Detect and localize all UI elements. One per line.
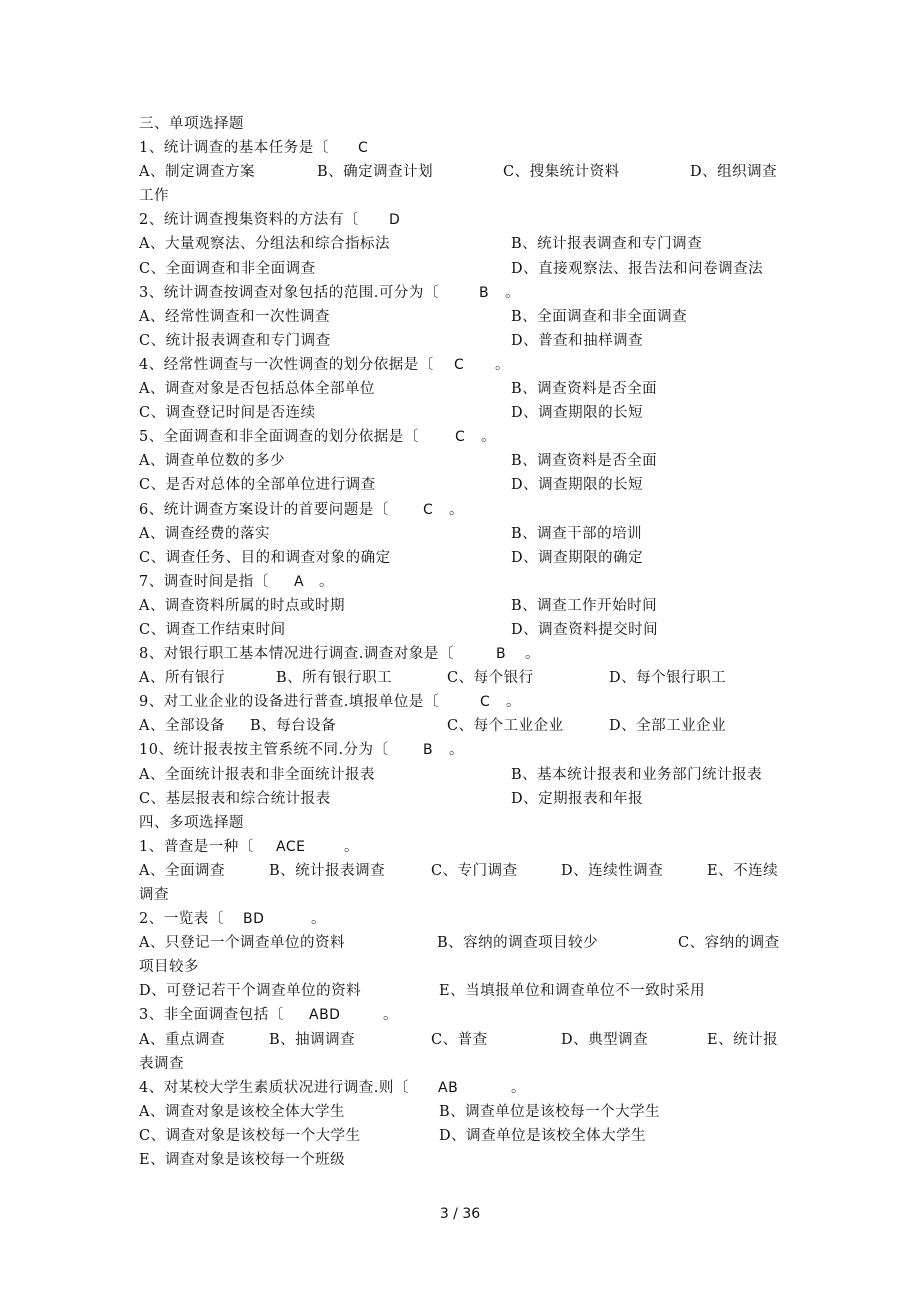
question-stem: 5、全面调查和非全面调查的划分依据是〔 C 。 xyxy=(139,425,784,449)
options-row: A、调查经费的落实 B、调查干部的培训 xyxy=(139,525,643,542)
options-row: C、全面调查和非全面调查 D、直接观察法、报告法和问卷调查法 xyxy=(139,260,764,277)
question-stem: 6、统计调查方案设计的首要问题是〔 C 。 xyxy=(139,498,784,522)
options-row: A、调查对象是该校全体大学生 B、调查单位是该校每一个大学生 xyxy=(139,1103,661,1120)
options-row: A、调查对象是否包括总体全部单位 B、调查资料是否全面 xyxy=(139,381,658,398)
options-row: C、基层报表和综合统计报表 D、定期报表和年报 xyxy=(139,790,644,807)
options-row: A、全面统计报表和非全面统计报表 B、基本统计报表和业务部门统计报表 xyxy=(139,766,763,783)
question-stem: 9、对工业企业的设备进行普查.填报单位是〔 C 。 xyxy=(139,690,784,714)
question-stem: 1、统计调查的基本任务是〔 C xyxy=(139,136,784,160)
question-stem: 2、一览表〔 BD 。 xyxy=(139,907,784,931)
options-row: A、经常性调查和一次性调查 B、全面调查和非全面调查 xyxy=(139,308,688,325)
question-stem: 4、对某校大学生素质状况进行调查.则〔 AB 。 xyxy=(139,1076,784,1100)
page-number: 3 / 36 xyxy=(439,1206,481,1222)
answer: B xyxy=(496,646,507,663)
options-row: C、调查对象是该校每一个大学生 D、调查单位是该校全体大学生 xyxy=(139,1127,647,1144)
options-row: A、只登记一个调查单位的资料 B、容纳的调查项目较少 C、容纳的调查 xyxy=(139,935,780,952)
answer: BD xyxy=(243,911,265,928)
answer: C xyxy=(454,356,465,373)
question-stem: 10、统计报表按主管系统不同.分为〔 B 。 xyxy=(139,738,784,762)
answer: C xyxy=(480,694,491,711)
question-stem: 2、统计调查搜集资料的方法有〔 D xyxy=(139,208,784,232)
answer: A xyxy=(294,573,305,590)
options-row: A、所有银行 B、所有银行职工 C、每个银行 D、每个银行职工 xyxy=(139,670,727,687)
answer: AB xyxy=(438,1079,459,1096)
answer: ABD xyxy=(309,1007,341,1024)
answer: C xyxy=(455,429,466,446)
question-stem: 8、对银行职工基本情况进行调查.调查对象是〔 B 。 xyxy=(139,642,784,666)
options-wrap: 表调查 xyxy=(139,1055,184,1072)
answer: B xyxy=(423,742,434,759)
options-row: D、可登记若干个调查单位的资料 E、当填报单位和调查单位不一致时采用 xyxy=(139,983,706,1000)
options-wrap: 项目较多 xyxy=(139,959,199,976)
options-row: E、调查对象是该校每一个班级 xyxy=(139,1152,346,1169)
options-row: C、调查登记时间是否连续 D、调查期限的长短 xyxy=(139,405,644,422)
options-row: A、全部设备 B、每台设备 C、每个工业企业 D、全部工业企业 xyxy=(139,718,727,735)
section-heading: 四、多项选择题 xyxy=(139,814,244,831)
options-row: C、统计报表调查和专门调查 D、普查和抽样调查 xyxy=(139,332,644,349)
options-row: C、调查任务、目的和调查对象的确定 D、调查期限的确定 xyxy=(139,549,644,566)
options-row: A、大量观察法、分组法和综合指标法 B、统计报表调查和专门调查 xyxy=(139,236,703,253)
options-row: A、全面调查 B、统计报表调查 C、专门调查 D、连续性调查 E、不连续 xyxy=(139,862,779,879)
section-heading: 三、单项选择题 xyxy=(139,116,244,132)
options-row: A、调查资料所属的时点或时期 B、调查工作开始时间 xyxy=(139,597,658,614)
answer: C xyxy=(423,501,434,518)
question-stem: 1、普查是一种〔 ACE 。 xyxy=(139,835,784,859)
options-wrap: 调查 xyxy=(139,887,169,903)
options-row: C、调查工作结束时间 D、调查资料提交时间 xyxy=(139,621,659,638)
answer: B xyxy=(479,284,490,301)
options-row: C、是否对总体的全部单位进行调查 D、调查期限的长短 xyxy=(139,477,644,494)
options-row: A、制定调查方案 B、确定调查计划 C、搜集统计资料 D、组织调查 xyxy=(139,164,778,181)
question-stem: 3、统计调查按调查对象包括的范围.可分为〔 B 。 xyxy=(139,281,784,305)
options-row: A、调查单位数的多少 B、调查资料是否全面 xyxy=(139,453,658,470)
question-stem: 3、非全面调查包括〔 ABD 。 xyxy=(139,1003,784,1027)
answer: ACE xyxy=(276,838,306,855)
options-wrap: 工作 xyxy=(139,188,169,205)
question-stem: 7、调查时间是指〔 A 。 xyxy=(139,570,784,594)
document-body xyxy=(139,112,784,1172)
question-stem: 4、经常性调查与一次性调查的划分依据是〔 C 。 xyxy=(139,353,784,377)
options-row: A、重点调查 B、抽调调查 C、普查 D、典型调查 E、统计报 xyxy=(139,1031,779,1048)
answer: C xyxy=(358,140,369,157)
answer: D xyxy=(389,212,401,229)
